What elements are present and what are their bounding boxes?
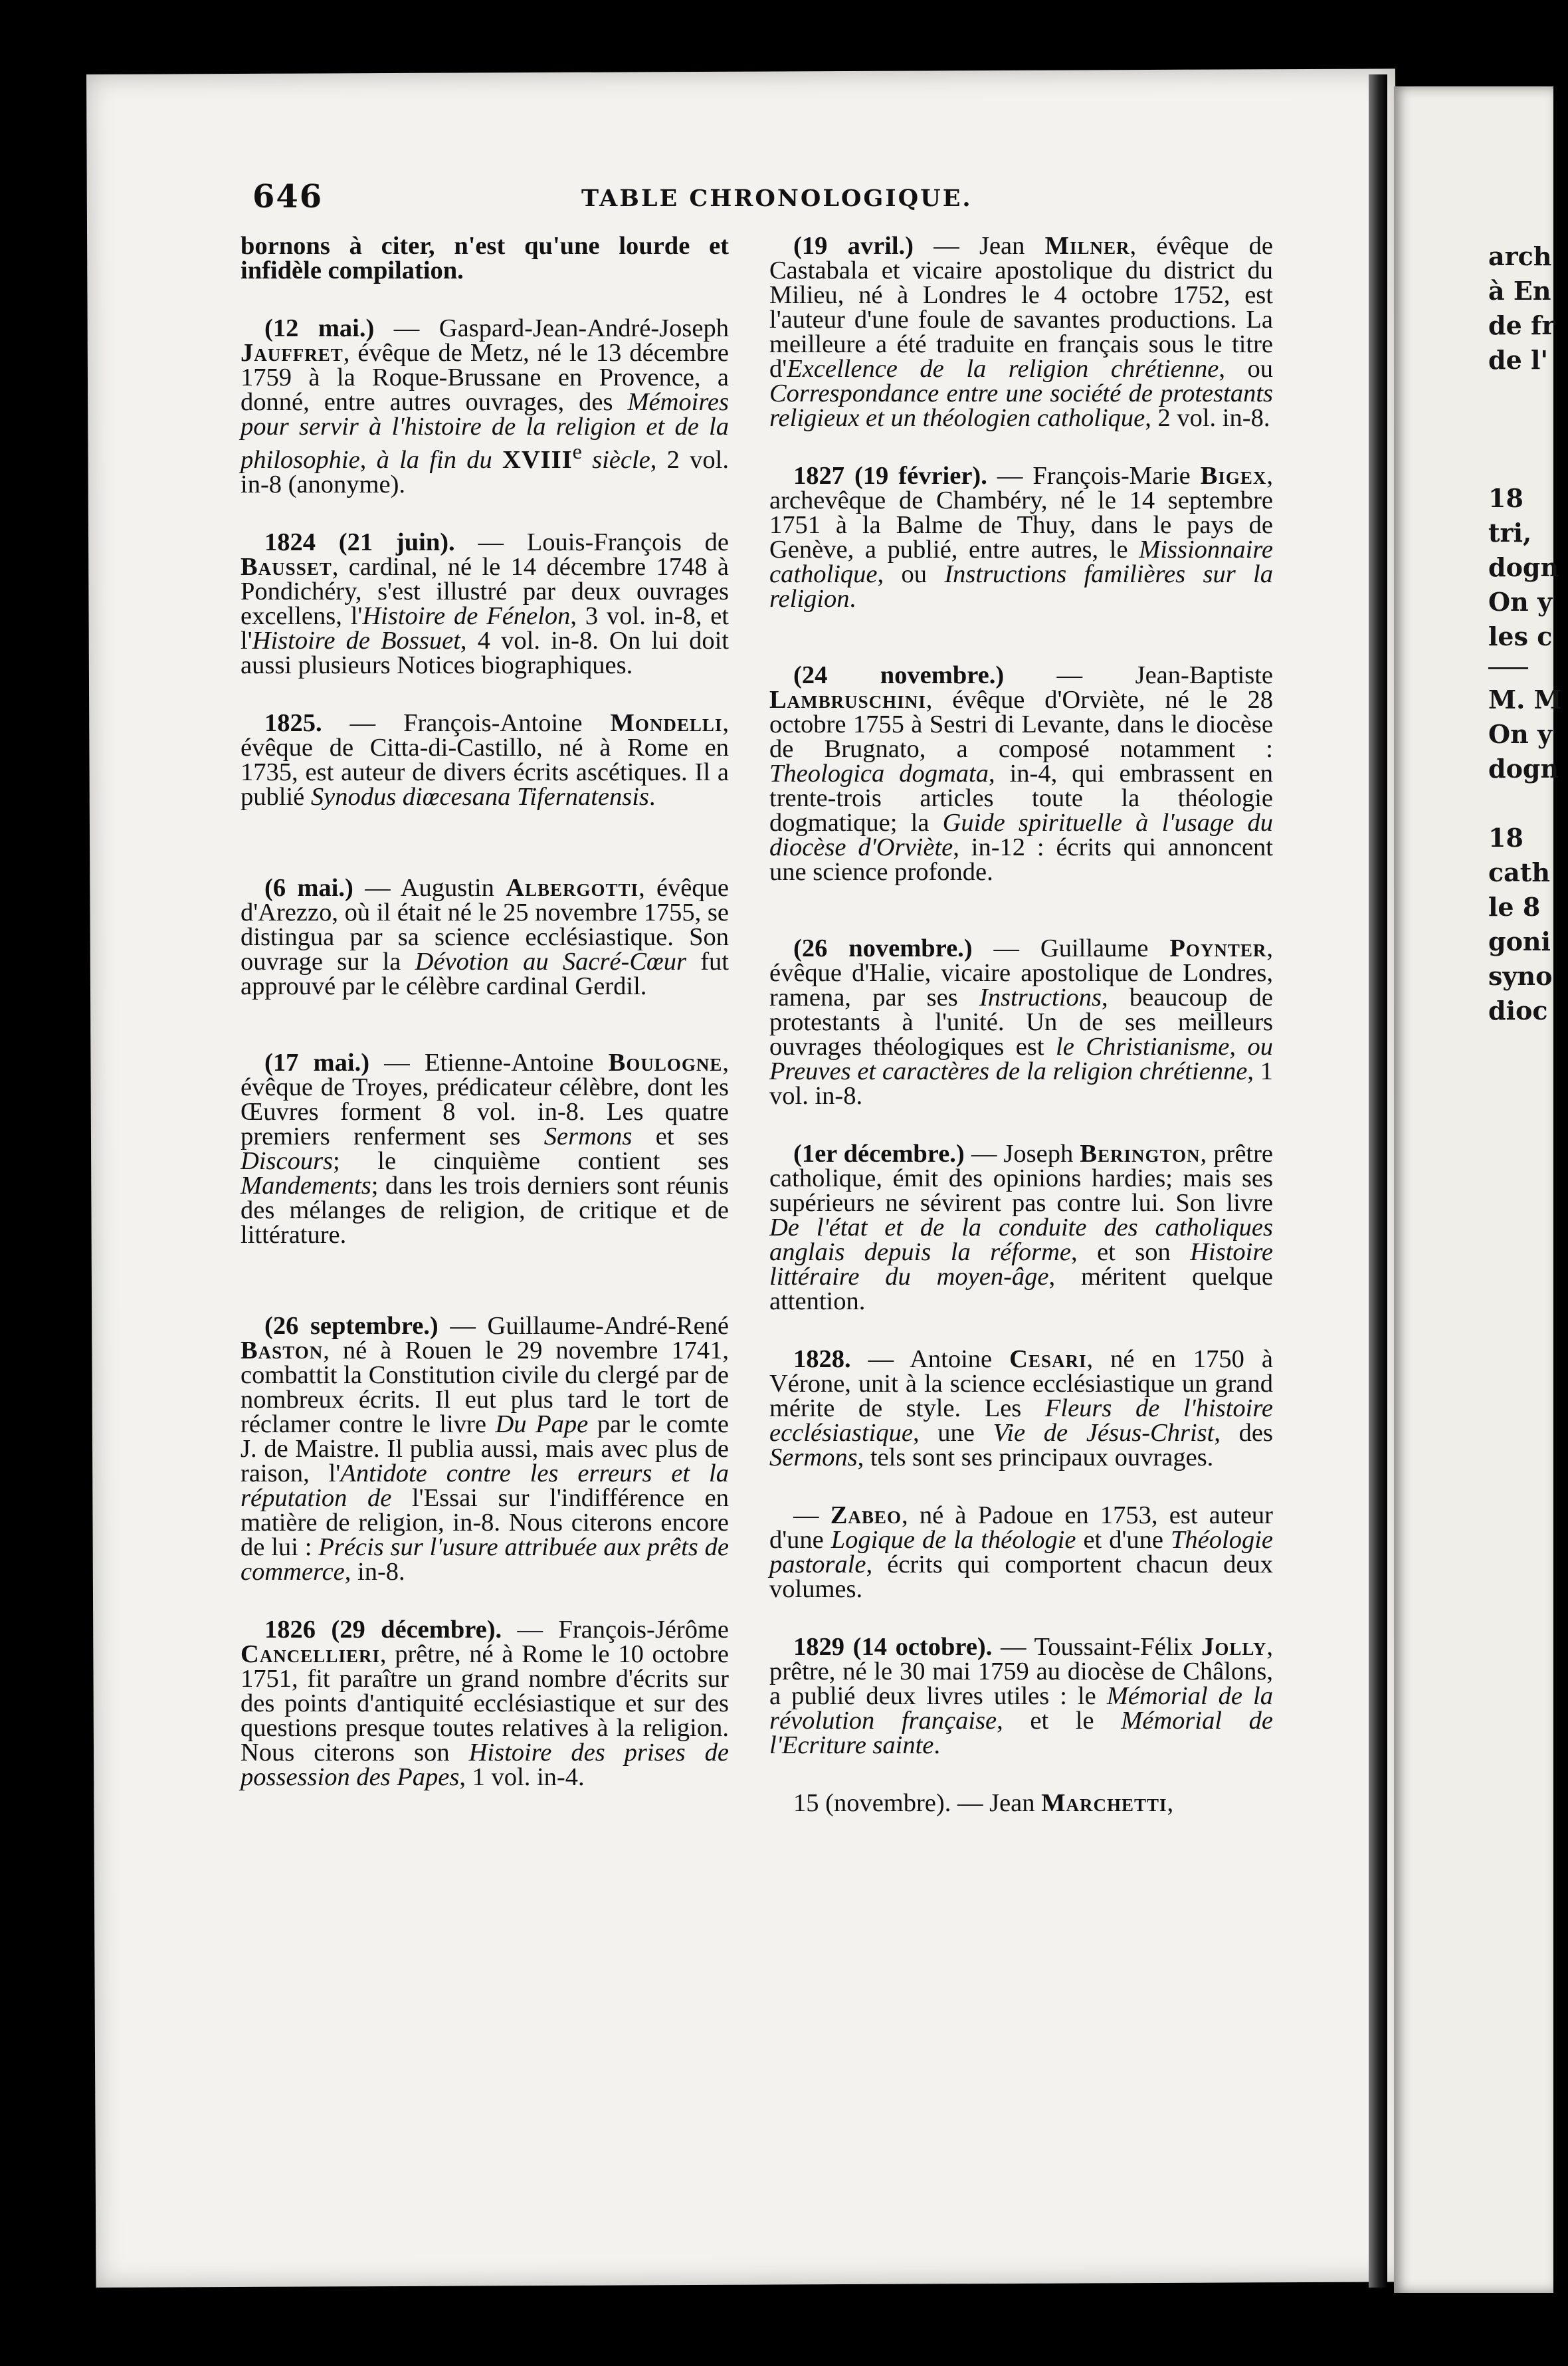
chronology-entry: 1829 (14 octobre). — Toussaint-Félix Jolly, prêtre, né le 30 mai 1759 au diocèse de Châlons, a publié deux livres utiles : le Mémorial de la révolution française, et le Mémorial de l'Ecriture sainte. bbox=[769, 1633, 1273, 1759]
entry-continuation: bornons à citer, n'est qu'une lourde et infidèle compilation. bbox=[241, 232, 729, 284]
facing-fragment: On y bbox=[1488, 719, 1553, 749]
chronology-entry: (17 mai.) — Etienne-Antoine Boulogne, évêque de Troyes, prédicateur célèbre, dont les Œuvres forment 8 vol. in-8. Les quatre premiers renferment ses Sermons et ses Discours; le cinquième contient ses Mandements; dans les trois derniers sont réunis des mélanges de religion, de critique et de littérature. bbox=[241, 1048, 729, 1249]
chronology-entry: (6 mai.) — Augustin Albergotti, évêque d'Arezzo, où il était né le 25 novembre 1755, se distingua par sa science ecclésiastique. Son ouvrage sur la Dévotion au Sacré-Cœur fut approuvé par le célèbre cardinal Gerdil. bbox=[241, 873, 729, 1000]
binding-gutter bbox=[1369, 74, 1387, 2288]
facing-fragment: arch bbox=[1488, 241, 1552, 271]
left-column bbox=[241, 234, 729, 1790]
right-column bbox=[769, 234, 1273, 1816]
facing-fragment: les c bbox=[1488, 621, 1553, 651]
running-title: TABLE CHRONOLOGIQUE. bbox=[581, 185, 973, 212]
facing-fragment: le 8 bbox=[1488, 892, 1541, 922]
facing-fragment: de l' bbox=[1488, 345, 1549, 375]
chronology-entry: 1824 (21 juin). — Louis-François de Bausset, cardinal, né le 14 décembre 1748 à Pondichéry, s'est illustré par deux ouvrages excellens, l'Histoire de Fénelon, 3 vol. in-8, et l'Histoire de Bossuet, 4 vol. in-8. On lui doit aussi plusieurs Notices biographiques. bbox=[241, 528, 729, 679]
facing-fragment: tri, bbox=[1488, 518, 1532, 548]
facing-page-text bbox=[1488, 239, 1568, 1028]
chronology-entry: 1827 (19 février). — François-Marie Bigex, archevêque de Chambéry, né le 14 septembre 1751 à la Balme de Thuy, dans le pays de Genève, a publié, entre autres, le Missionnaire catholique, ou Instructions familières sur la religion. bbox=[769, 462, 1274, 613]
facing-fragment: 18 bbox=[1488, 823, 1523, 853]
chronology-entry: — Zabeo, né à Padoue en 1753, est auteur d'une Logique de la théologie et d'une Théologie pastorale, écrits qui comportent chacun deux volumes. bbox=[769, 1501, 1273, 1603]
chronology-entry: (1er décembre.) — Joseph Berington, prêtre catholique, émit des opinions hardies; mais ses supérieurs ne sévirent pas contre lui. Son livre De l'état et de la conduite des catholiques anglais depuis la réforme, et son Histoire littéraire du moyen-âge, méritent quelque attention. bbox=[769, 1140, 1274, 1315]
facing-fragment: goni bbox=[1488, 926, 1551, 956]
facing-fragment: On y bbox=[1488, 587, 1553, 617]
facing-fragment: à En bbox=[1488, 276, 1551, 306]
separator-rule bbox=[1488, 667, 1528, 669]
facing-fragment: 18 bbox=[1488, 483, 1523, 513]
chronology-entry: (12 mai.) — Gaspard-Jean-André-Joseph Jauffret, évêque de Metz, né le 13 décembre 1759 à la Roque-Brussane en Provence, a donné, entre autres ouvrages, des Mémoires pour servir à l'histoire de la religion et de la philosophie, à la fin du XVIIIe siècle, 2 vol. in-8 (anonyme). bbox=[241, 314, 730, 498]
facing-fragment: M. M bbox=[1488, 685, 1562, 714]
chronology-entry: 1826 (29 décembre). — François-Jérôme Cancellieri, prêtre, né à Rome le 10 octobre 1751, fit paraître un grand nombre d'écrits sur des points d'antiquité ecclésiastique et sur des questions presque toutes relatives à la religion. Nous citerons son Histoire des prises de possession des Papes, 1 vol. in-4. bbox=[241, 1615, 729, 1791]
chronology-entry: (26 novembre.) — Guillaume Poynter, évêque d'Halie, vicaire apostolique de Londres, ramena, par ses Instructions, beaucoup de protestants à l'unité. Un de ses meilleurs ouvrages théologiques est le Christianisme, ou Preuves et caractères de la religion chrétienne, 1 vol. in-8. bbox=[769, 934, 1273, 1110]
chronology-entry: (19 avril.) — Jean Milner, évêque de Castabala et vicaire apostolique du district du Milieu, né à Londres le 4 octobre 1752, est l'auteur d'une foule de savantes productions. La meilleure a été traduite en français sous le titre d'Excellence de la religion chrétienne, ou Correspondance entre une société de protestants religieux et un théologien catholique, 2 vol. in-8. bbox=[769, 232, 1274, 432]
facing-fragment: dogn bbox=[1488, 754, 1559, 784]
facing-fragment: dioc bbox=[1488, 996, 1548, 1025]
chronology-entry: 1825. — François-Antoine Mondelli, évêque de Citta-di-Castillo, né à Rome en 1735, est auteur de divers écrits ascétiques. Il a publié Synodus diœcesana Tifernatensis. bbox=[241, 708, 729, 811]
facing-fragment: syno bbox=[1488, 961, 1553, 991]
facing-fragment: de fr bbox=[1488, 310, 1555, 340]
chronology-entry: 15 (novembre). — Jean Marchetti, bbox=[793, 1789, 1174, 1817]
chronology-entry: (24 novembre.) — Jean-Baptiste Lambruschini, évêque d'Orviète, né le 28 octobre 1755 à Sestri di Levante, dans le diocèse de Brugnato, a composé notamment : Theologica dogmata, in-4, qui embrassent en trente-trois articles toute la théologie dogmatique; la Guide spirituelle à l'usage du diocèse d'Orviète, in-12 : écrits qui annoncent une science profonde. bbox=[769, 661, 1273, 886]
chronology-entry: 1828. — Antoine Cesari, né en 1750 à Vérone, unit à la science ecclésiastique un grand mérite de style. Les Fleurs de l'histoire ecclésiastique, une Vie de Jésus-Christ, des Sermons, tels sont ses principaux ouvrages. bbox=[769, 1345, 1273, 1471]
page-number: 646 bbox=[252, 178, 324, 215]
facing-fragment: cath bbox=[1488, 857, 1550, 887]
chronology-entry: (26 septembre.) — Guillaume-André-René Baston, né à Rouen le 29 novembre 1741, combattit la Constitution civile du clergé par de nombreux écrits. Il eut plus tard le tort de réclamer contre le livre Du Pape par le comte J. de Maistre. Il publia aussi, mais avec plus de raison, l'Antidote contre les erreurs et la réputation de l'Essai sur l'indifférence en matière de religion, in-8. Nous citerons encore de lui : Précis sur l'usure attribuée aux prêts de commerce, in-8. bbox=[241, 1311, 730, 1586]
facing-fragment: dogn bbox=[1488, 552, 1559, 582]
